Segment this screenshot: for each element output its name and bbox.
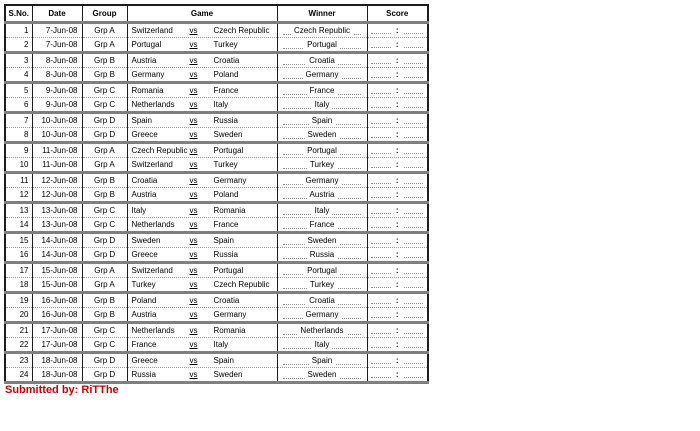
team2-label: Spain xyxy=(213,356,234,365)
match-row xyxy=(5,188,428,203)
score-colon: : xyxy=(391,86,404,95)
vs-label: vs xyxy=(189,100,198,109)
score-colon: : xyxy=(391,326,404,335)
match-date: 11-Jun-08 xyxy=(32,143,82,158)
match-winner xyxy=(277,68,367,83)
match-number: 5 xyxy=(5,83,32,98)
match-winner xyxy=(277,128,367,143)
match-score xyxy=(367,143,428,158)
score-colon: : xyxy=(391,116,404,125)
vs-label: vs xyxy=(189,266,198,275)
team2-label: Croatia xyxy=(213,296,240,305)
team2-label: Russia xyxy=(213,250,238,259)
winner-name: Portugal xyxy=(304,146,340,155)
match-date: 16-Jun-08 xyxy=(32,308,82,323)
match-game xyxy=(127,173,277,188)
match-row xyxy=(5,113,428,128)
match-game xyxy=(127,53,277,68)
score-colon: : xyxy=(391,190,404,199)
match-game xyxy=(127,113,277,128)
match-group: Grp D xyxy=(82,128,127,143)
winner-name: Croatia xyxy=(306,296,338,305)
match-winner xyxy=(277,263,367,278)
vs-label: vs xyxy=(189,116,198,125)
winner-name: Sweden xyxy=(305,130,340,139)
match-group: Grp D xyxy=(82,368,127,383)
winner-name: Germany xyxy=(303,70,342,79)
header-date: Date xyxy=(32,5,82,23)
match-group: Grp B xyxy=(82,308,127,323)
winner-name: Germany xyxy=(303,310,342,319)
match-row xyxy=(5,248,428,263)
winner-name: Sweden xyxy=(305,370,340,379)
match-row xyxy=(5,368,428,383)
match-number: 18 xyxy=(5,278,32,293)
match-number: 21 xyxy=(5,323,32,338)
score-colon: : xyxy=(391,280,404,289)
match-group: Grp D xyxy=(82,233,127,248)
winner-name: Netherlands xyxy=(297,326,346,335)
match-score xyxy=(367,173,428,188)
team1-label: Greece xyxy=(131,250,158,259)
match-winner xyxy=(277,173,367,188)
match-date: 11-Jun-08 xyxy=(32,158,82,173)
team2-label: Romania xyxy=(213,326,246,335)
match-winner xyxy=(277,143,367,158)
match-number: 7 xyxy=(5,113,32,128)
match-game xyxy=(127,68,277,83)
match-row xyxy=(5,263,428,278)
vs-label: vs xyxy=(189,56,198,65)
score-colon: : xyxy=(391,356,404,365)
match-date: 12-Jun-08 xyxy=(32,188,82,203)
team1-label: Switzerland xyxy=(131,160,173,169)
match-score xyxy=(367,338,428,353)
match-game xyxy=(127,338,277,353)
match-score xyxy=(367,293,428,308)
match-row xyxy=(5,203,428,218)
match-number: 8 xyxy=(5,128,32,143)
match-group: Grp C xyxy=(82,203,127,218)
match-winner xyxy=(277,218,367,233)
winner-name: Croatia xyxy=(306,56,338,65)
winner-name: Czech Republic xyxy=(291,26,353,35)
team1-label: Sweden xyxy=(131,236,161,245)
header-winner: Winner xyxy=(277,5,367,23)
match-winner xyxy=(277,38,367,53)
score-colon: : xyxy=(391,70,404,79)
match-number: 6 xyxy=(5,98,32,113)
score-colon: : xyxy=(391,100,404,109)
match-winner xyxy=(277,353,367,368)
header-game: Game xyxy=(127,5,277,23)
match-date: 10-Jun-08 xyxy=(32,113,82,128)
team2-label: Italy xyxy=(213,100,229,109)
match-row xyxy=(5,233,428,248)
team2-label: Poland xyxy=(213,70,239,79)
match-number: 3 xyxy=(5,53,32,68)
match-game xyxy=(127,83,277,98)
match-number: 12 xyxy=(5,188,32,203)
vs-label: vs xyxy=(189,370,198,379)
match-game xyxy=(127,248,277,263)
match-date: 10-Jun-08 xyxy=(32,128,82,143)
match-number: 13 xyxy=(5,203,32,218)
match-date: 17-Jun-08 xyxy=(32,323,82,338)
match-number: 2 xyxy=(5,38,32,53)
match-row xyxy=(5,323,428,338)
match-number: 1 xyxy=(5,23,32,38)
winner-name: France xyxy=(307,220,338,229)
match-number: 22 xyxy=(5,338,32,353)
match-group: Grp D xyxy=(82,353,127,368)
vs-label: vs xyxy=(189,40,198,49)
team1-label: Italy xyxy=(131,206,147,215)
team1-label: Turkey xyxy=(131,280,156,289)
match-winner xyxy=(277,188,367,203)
match-group: Grp A xyxy=(82,278,127,293)
team1-label: Netherlands xyxy=(131,326,175,335)
match-group: Grp C xyxy=(82,218,127,233)
score-colon: : xyxy=(391,146,404,155)
match-winner xyxy=(277,293,367,308)
match-game xyxy=(127,218,277,233)
match-group: Grp A xyxy=(82,263,127,278)
score-colon: : xyxy=(391,40,404,49)
score-colon: : xyxy=(391,340,404,349)
fixtures-table xyxy=(4,4,429,384)
score-colon: : xyxy=(391,160,404,169)
team1-label: Croatia xyxy=(131,176,158,185)
match-date: 8-Jun-08 xyxy=(32,68,82,83)
match-number: 23 xyxy=(5,353,32,368)
vs-label: vs xyxy=(189,280,198,289)
match-group: Grp B xyxy=(82,188,127,203)
header-sno: S.No. xyxy=(5,5,32,23)
vs-label: vs xyxy=(189,356,198,365)
vs-label: vs xyxy=(189,86,198,95)
vs-label: vs xyxy=(189,310,198,319)
vs-label: vs xyxy=(189,326,198,335)
team2-label: Romania xyxy=(213,206,246,215)
match-winner xyxy=(277,278,367,293)
match-winner xyxy=(277,248,367,263)
team1-label: Czech Republic xyxy=(131,146,188,155)
match-group: Grp B xyxy=(82,53,127,68)
match-game xyxy=(127,23,277,38)
team2-label: France xyxy=(213,220,239,229)
match-row xyxy=(5,143,428,158)
match-row xyxy=(5,83,428,98)
winner-name: Germany xyxy=(303,176,342,185)
winner-name: Austria xyxy=(307,190,338,199)
match-row xyxy=(5,173,428,188)
match-number: 24 xyxy=(5,368,32,383)
match-row xyxy=(5,218,428,233)
match-score xyxy=(367,278,428,293)
match-row xyxy=(5,293,428,308)
match-score xyxy=(367,308,428,323)
team2-label: Sweden xyxy=(213,370,243,379)
score-colon: : xyxy=(391,56,404,65)
score-colon: : xyxy=(391,26,404,35)
match-group: Grp B xyxy=(82,173,127,188)
team2-label: Italy xyxy=(213,340,229,349)
match-group: Grp C xyxy=(82,323,127,338)
match-row xyxy=(5,68,428,83)
match-winner xyxy=(277,308,367,323)
vs-label: vs xyxy=(189,250,198,259)
team2-label: Germany xyxy=(213,310,247,319)
team1-label: Portugal xyxy=(131,40,162,49)
vs-label: vs xyxy=(189,26,198,35)
match-row xyxy=(5,353,428,368)
match-group: Grp C xyxy=(82,338,127,353)
match-row xyxy=(5,308,428,323)
match-game xyxy=(127,368,277,383)
match-score xyxy=(367,113,428,128)
match-number: 17 xyxy=(5,263,32,278)
match-score xyxy=(367,128,428,143)
match-date: 13-Jun-08 xyxy=(32,218,82,233)
team1-label: Switzerland xyxy=(131,266,173,275)
match-date: 7-Jun-08 xyxy=(32,38,82,53)
match-row xyxy=(5,23,428,38)
score-colon: : xyxy=(391,176,404,185)
match-number: 10 xyxy=(5,158,32,173)
team2-label: Turkey xyxy=(213,160,238,169)
match-score xyxy=(367,83,428,98)
team1-label: Russia xyxy=(131,370,156,379)
team1-label: Spain xyxy=(131,116,152,125)
match-group: Grp B xyxy=(82,293,127,308)
match-score xyxy=(367,218,428,233)
winner-name: Spain xyxy=(309,356,335,365)
submitted-by-text: Submitted by: RiTThe xyxy=(5,384,119,396)
match-date: 16-Jun-08 xyxy=(32,293,82,308)
match-row xyxy=(5,98,428,113)
match-game xyxy=(127,38,277,53)
match-game xyxy=(127,188,277,203)
vs-label: vs xyxy=(189,340,198,349)
match-winner xyxy=(277,233,367,248)
match-group: Grp D xyxy=(82,113,127,128)
winner-name: Spain xyxy=(309,116,335,125)
match-winner xyxy=(277,323,367,338)
score-colon: : xyxy=(391,220,404,229)
match-number: 11 xyxy=(5,173,32,188)
winner-name: Italy xyxy=(312,100,333,109)
match-game xyxy=(127,233,277,248)
match-row xyxy=(5,158,428,173)
match-winner xyxy=(277,98,367,113)
match-date: 14-Jun-08 xyxy=(32,233,82,248)
score-colon: : xyxy=(391,266,404,275)
match-winner xyxy=(277,113,367,128)
score-colon: : xyxy=(391,370,404,379)
team2-label: Turkey xyxy=(213,40,238,49)
match-row xyxy=(5,338,428,353)
match-date: 15-Jun-08 xyxy=(32,278,82,293)
match-game xyxy=(127,353,277,368)
match-score xyxy=(367,53,428,68)
winner-name: Italy xyxy=(312,340,333,349)
vs-label: vs xyxy=(189,176,198,185)
match-game xyxy=(127,143,277,158)
match-date: 9-Jun-08 xyxy=(32,98,82,113)
team2-label: Czech Republic xyxy=(213,280,270,289)
team2-label: Croatia xyxy=(213,56,240,65)
match-group: Grp A xyxy=(82,38,127,53)
winner-name: Portugal xyxy=(304,266,340,275)
score-colon: : xyxy=(391,206,404,215)
match-score xyxy=(367,158,428,173)
match-group: Grp A xyxy=(82,23,127,38)
match-date: 18-Jun-08 xyxy=(32,368,82,383)
vs-label: vs xyxy=(189,296,198,305)
match-score xyxy=(367,353,428,368)
vs-label: vs xyxy=(189,236,198,245)
team1-label: Austria xyxy=(131,56,157,65)
match-number: 14 xyxy=(5,218,32,233)
match-number: 19 xyxy=(5,293,32,308)
match-winner xyxy=(277,368,367,383)
match-group: Grp A xyxy=(82,158,127,173)
match-winner xyxy=(277,83,367,98)
match-date: 12-Jun-08 xyxy=(32,173,82,188)
match-group: Grp D xyxy=(82,248,127,263)
team1-label: Germany xyxy=(131,70,165,79)
team2-label: Portugal xyxy=(213,266,244,275)
match-score xyxy=(367,233,428,248)
match-game xyxy=(127,263,277,278)
match-game xyxy=(127,308,277,323)
score-colon: : xyxy=(391,236,404,245)
match-game xyxy=(127,98,277,113)
team1-label: France xyxy=(131,340,157,349)
match-group: Grp C xyxy=(82,83,127,98)
team1-label: Romania xyxy=(131,86,164,95)
match-date: 14-Jun-08 xyxy=(32,248,82,263)
match-group: Grp A xyxy=(82,143,127,158)
header-group: Group xyxy=(82,5,127,23)
header-row xyxy=(5,5,428,23)
match-score xyxy=(367,368,428,383)
vs-label: vs xyxy=(189,70,198,79)
match-score xyxy=(367,323,428,338)
match-score xyxy=(367,263,428,278)
match-score xyxy=(367,68,428,83)
match-game xyxy=(127,278,277,293)
match-winner xyxy=(277,203,367,218)
winner-name: France xyxy=(307,86,338,95)
team2-label: Czech Republic xyxy=(213,26,270,35)
match-group: Grp B xyxy=(82,68,127,83)
team1-label: Greece xyxy=(131,356,158,365)
score-colon: : xyxy=(391,250,404,259)
team2-label: Sweden xyxy=(213,130,243,139)
match-score xyxy=(367,98,428,113)
match-row xyxy=(5,128,428,143)
match-number: 15 xyxy=(5,233,32,248)
match-row xyxy=(5,53,428,68)
team1-label: Netherlands xyxy=(131,100,175,109)
winner-name: Italy xyxy=(312,206,333,215)
match-game xyxy=(127,323,277,338)
match-date: 9-Jun-08 xyxy=(32,83,82,98)
match-score xyxy=(367,188,428,203)
match-group: Grp C xyxy=(82,98,127,113)
winner-name: Turkey xyxy=(307,280,337,289)
vs-label: vs xyxy=(189,190,198,199)
score-colon: : xyxy=(391,130,404,139)
vs-label: vs xyxy=(189,220,198,229)
match-number: 4 xyxy=(5,68,32,83)
match-score xyxy=(367,23,428,38)
team1-label: Netherlands xyxy=(131,220,175,229)
match-date: 8-Jun-08 xyxy=(32,53,82,68)
score-colon: : xyxy=(391,296,404,305)
match-winner xyxy=(277,158,367,173)
match-row xyxy=(5,278,428,293)
winner-name: Sweden xyxy=(305,236,340,245)
match-winner xyxy=(277,338,367,353)
match-date: 7-Jun-08 xyxy=(32,23,82,38)
match-score xyxy=(367,38,428,53)
match-date: 17-Jun-08 xyxy=(32,338,82,353)
match-date: 13-Jun-08 xyxy=(32,203,82,218)
team2-label: Germany xyxy=(213,176,247,185)
score-colon: : xyxy=(391,310,404,319)
team1-label: Greece xyxy=(131,130,158,139)
match-game xyxy=(127,128,277,143)
match-winner xyxy=(277,23,367,38)
team2-label: Russia xyxy=(213,116,238,125)
winner-name: Turkey xyxy=(307,160,337,169)
team1-label: Austria xyxy=(131,310,157,319)
team2-label: Poland xyxy=(213,190,239,199)
team2-label: Spain xyxy=(213,236,234,245)
match-number: 20 xyxy=(5,308,32,323)
match-date: 18-Jun-08 xyxy=(32,353,82,368)
team1-label: Austria xyxy=(131,190,157,199)
match-game xyxy=(127,158,277,173)
winner-name: Russia xyxy=(307,250,337,259)
vs-label: vs xyxy=(189,146,198,155)
winner-name: Portugal xyxy=(304,40,340,49)
match-game xyxy=(127,203,277,218)
team1-label: Switzerland xyxy=(131,26,173,35)
team2-label: France xyxy=(213,86,239,95)
match-score xyxy=(367,248,428,263)
match-row xyxy=(5,38,428,53)
header-score: Score xyxy=(367,5,428,23)
vs-label: vs xyxy=(189,160,198,169)
team1-label: Poland xyxy=(131,296,157,305)
match-number: 16 xyxy=(5,248,32,263)
vs-label: vs xyxy=(189,130,198,139)
vs-label: vs xyxy=(189,206,198,215)
team2-label: Portugal xyxy=(213,146,244,155)
match-number: 9 xyxy=(5,143,32,158)
match-winner xyxy=(277,53,367,68)
match-date: 15-Jun-08 xyxy=(32,263,82,278)
match-game xyxy=(127,293,277,308)
match-score xyxy=(367,203,428,218)
